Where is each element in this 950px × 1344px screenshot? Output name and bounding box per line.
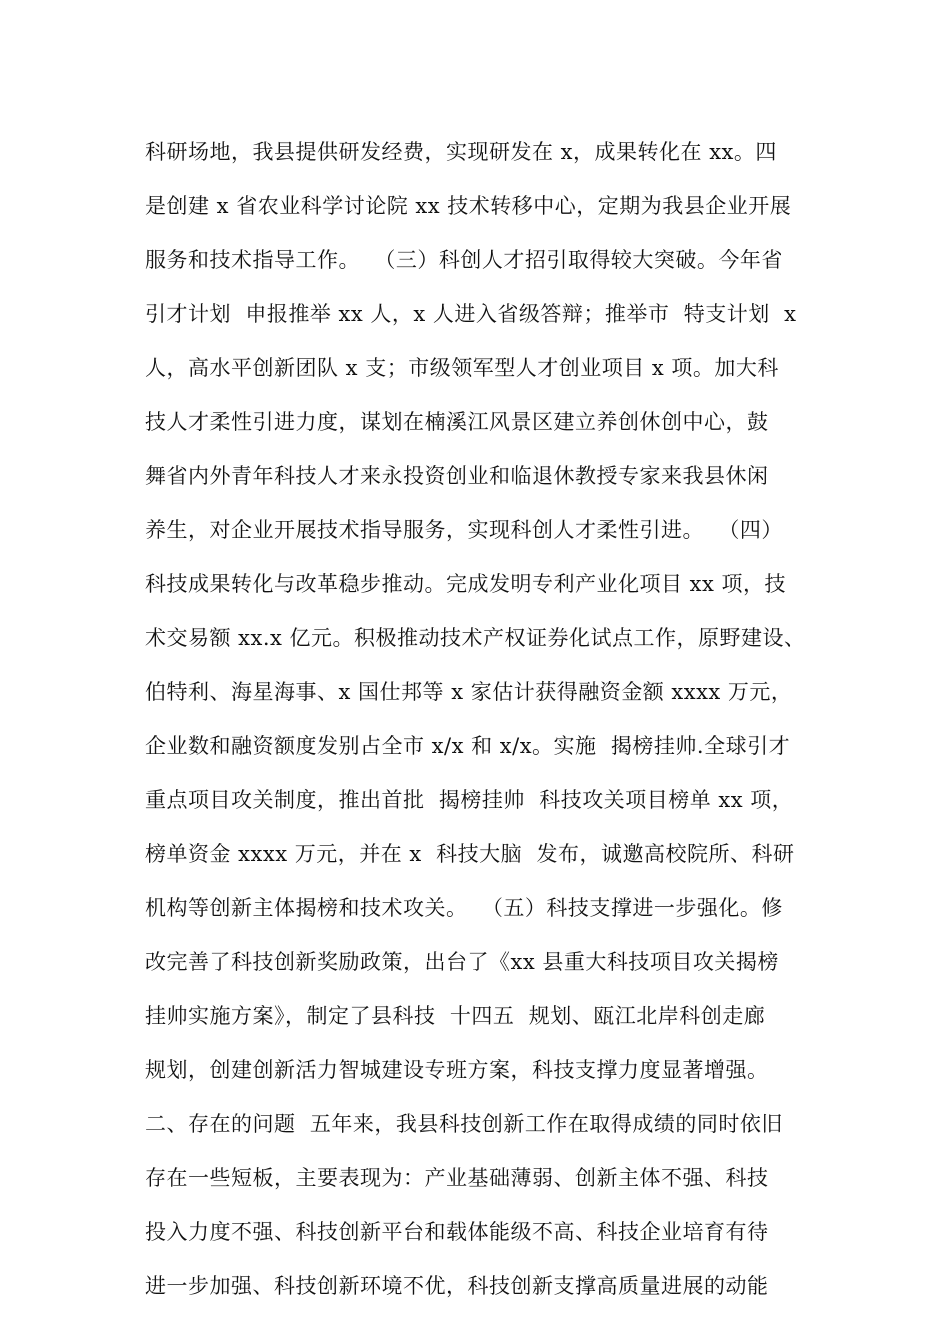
text-line: 改完善了科技创新奖励政策，出台了《xx 县重大科技项目攻关揭榜 bbox=[145, 950, 779, 974]
text-line: 引才计划 申报推举 xx 人，x 人进入省级答辩；推举市 特支计划 x bbox=[145, 302, 797, 326]
text-line: 伯特利、海星海事、x 国仕邦等 x 家估计获得融资金额 xxxx 万元， bbox=[145, 680, 793, 704]
text-line: 科技成果转化与改革稳步推动。完成发明专利产业化项目 xx 项，技 bbox=[145, 572, 787, 596]
text-line: 投入力度不强、科技创新平台和载体能级不高、科技企业培育有待 bbox=[145, 1220, 769, 1244]
text-line: 科研场地，我县提供研发经费，实现研发在 x，成果转化在 xx。四 bbox=[145, 140, 777, 164]
text-line: 企业数和融资额度发别占全市 x/x 和 x/x。实施 揭榜挂帅.全球引才 bbox=[145, 734, 791, 758]
text-line: 规划，创建创新活力智城建设专班方案，科技支撑力度显著增强。 bbox=[145, 1058, 769, 1082]
text-line: 服务和技术指导工作。 （三）科创人才招引取得较大突破。今年省 bbox=[145, 248, 783, 272]
text-line: 机构等创新主体揭榜和技术攻关。 （五）科技支撑进一步强化。修 bbox=[145, 896, 783, 920]
text-line: 重点项目攻关制度，推出首批 揭榜挂帅 科技攻关项目榜单 xx 项， bbox=[145, 788, 794, 812]
text-line: 存在一些短板，主要表现为：产业基础薄弱、创新主体不强、科技 bbox=[145, 1166, 769, 1190]
text-line: 二、存在的问题 五年来，我县科技创新工作在取得成绩的同时依旧 bbox=[145, 1112, 783, 1136]
text-line: 舞省内外青年科技人才来永投资创业和临退休教授专家来我县休闲 bbox=[145, 464, 769, 488]
text-line: 挂帅实施方案》，制定了县科技 十四五 规划、瓯江北岸科创走廊 bbox=[145, 1004, 766, 1028]
text-line: 养生，对企业开展技术指导服务，实现科创人才柔性引进。 （四） bbox=[145, 518, 783, 542]
text-line: 人，高水平创新团队 x 支；市级领军型人才创业项目 x 项。加大科 bbox=[145, 356, 779, 380]
text-line: 术交易额 xx.x 亿元。积极推动技术产权证券化试点工作，原野建设、 bbox=[145, 626, 806, 650]
text-line: 技人才柔性引进力度，谋划在楠溪江风景区建立养创休创中心，鼓 bbox=[145, 410, 769, 434]
text-line: 榜单资金 xxxx 万元，并在 x 科技大脑 发布，诚邀高校院所、科研 bbox=[145, 842, 795, 866]
text-line: 进一步加强、科技创新环境不优，科技创新支撑高质量进展的动能 bbox=[145, 1274, 769, 1298]
text-line: 是创建 x 省农业科学讨论院 xx 技术转移中心，定期为我县企业开展 bbox=[145, 194, 792, 218]
body-text bbox=[145, 130, 810, 1318]
